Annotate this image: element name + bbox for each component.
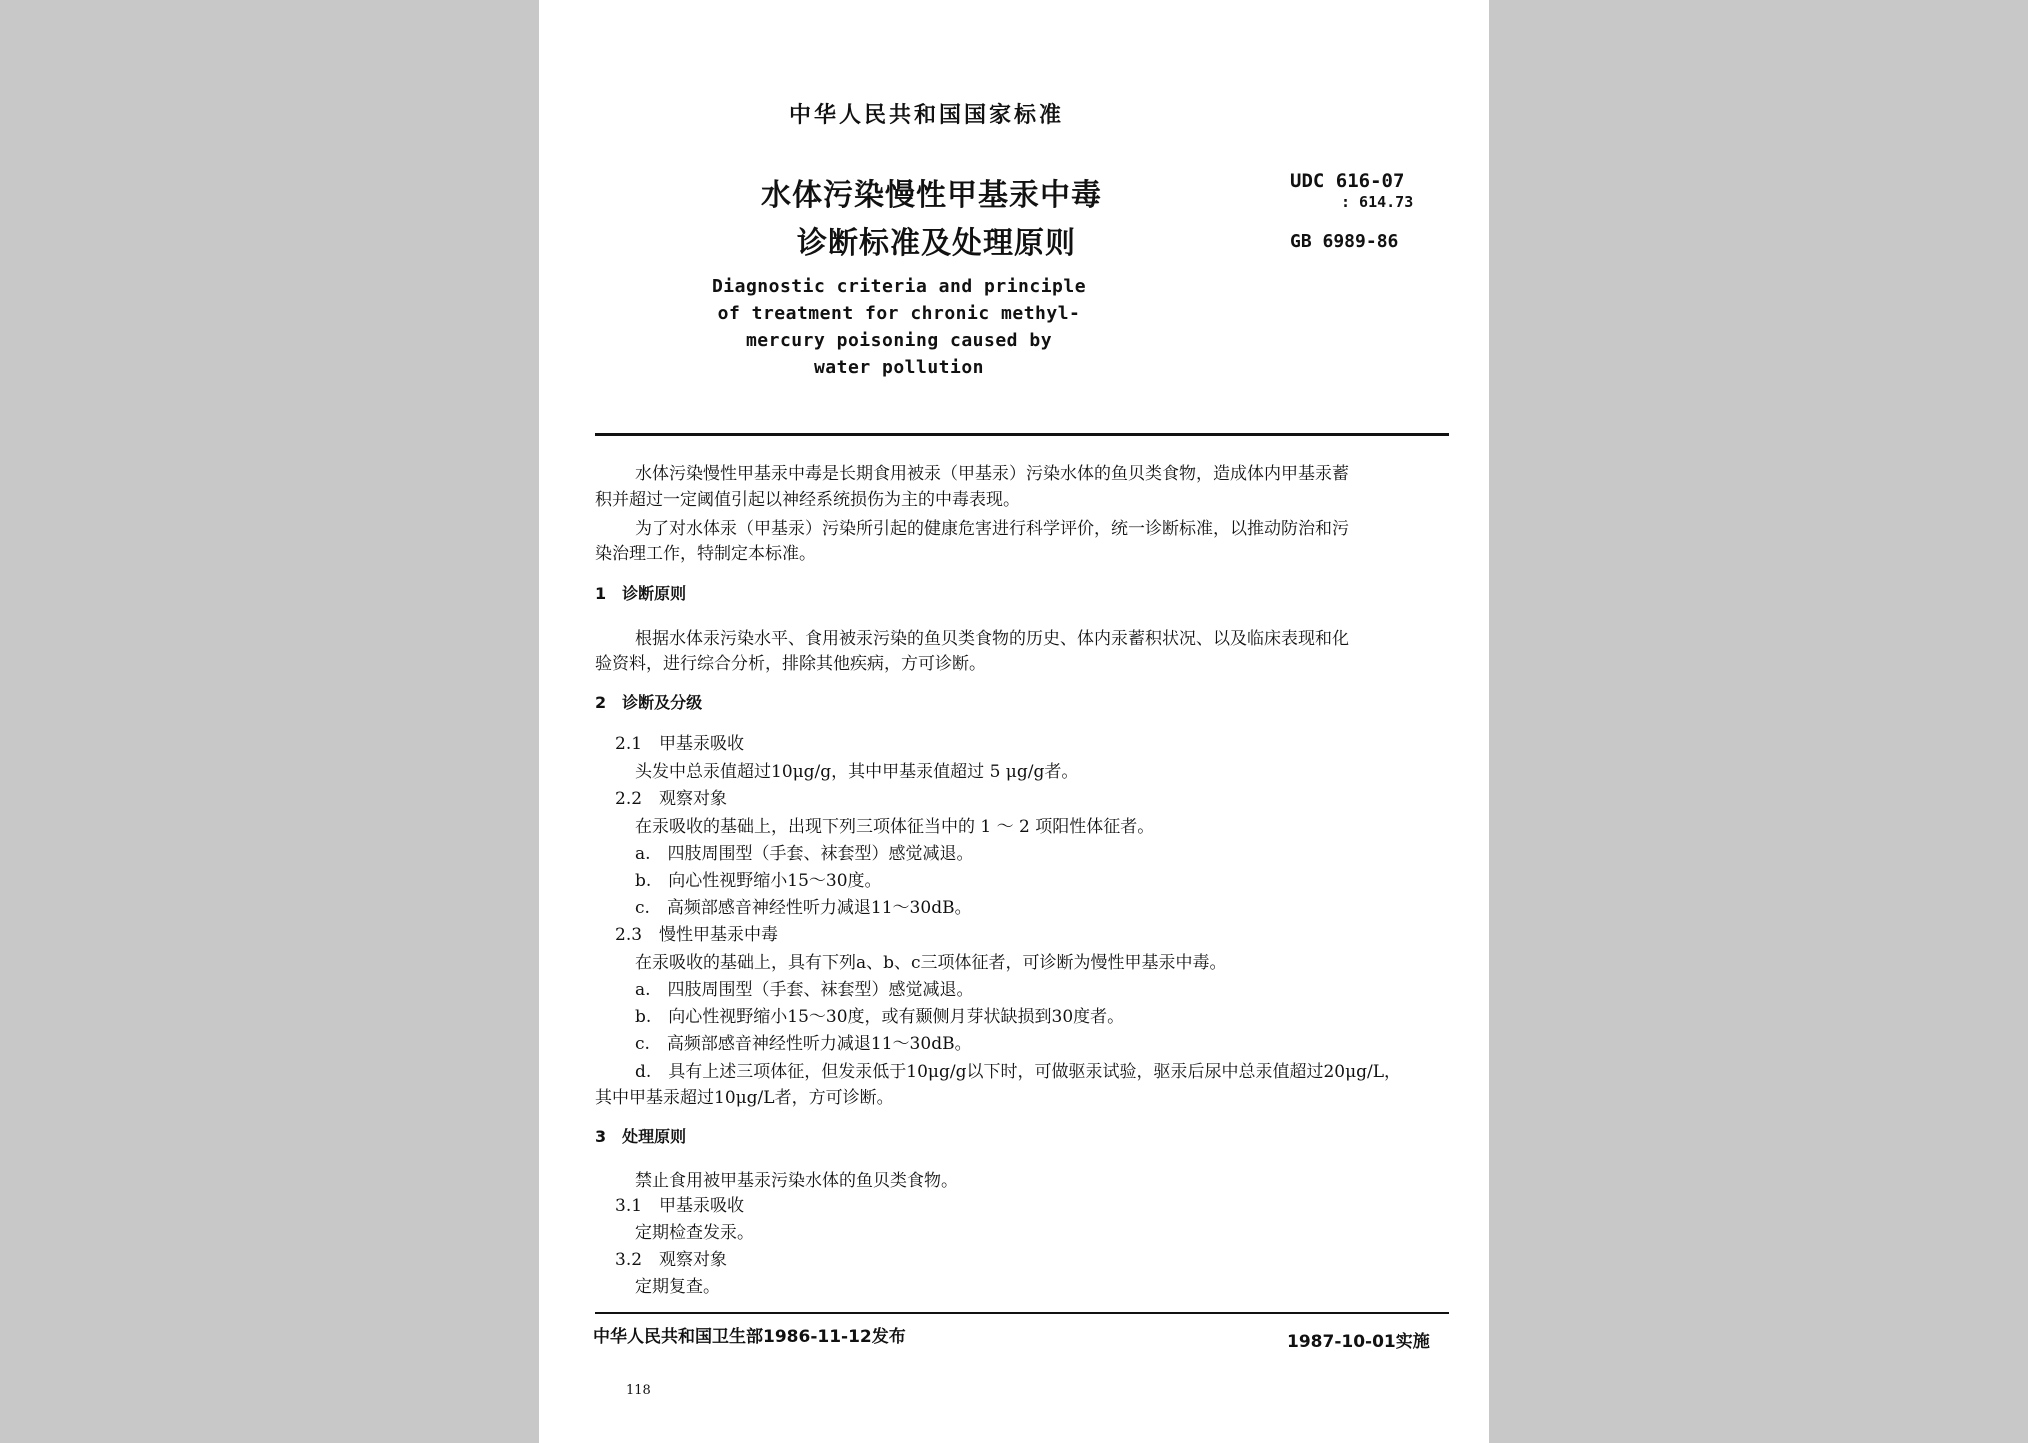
chinese-title-line-1: 水体污染慢性甲基汞中毒 — [761, 178, 1102, 213]
section-2-3-item-c: c. 高频部感音神经性听力减退11～30dB。 — [635, 1034, 972, 1054]
english-title-line-1: Diagnostic criteria and principle — [711, 276, 1087, 297]
intro-paragraph-1-line-1: 水体污染慢性甲基汞中毒是长期食用被汞（甲基汞）污染水体的鱼贝类食物，造成体内甲基汞蓄 — [635, 464, 1349, 484]
section-2-3-item-d: d. 具有上述三项体征，但发汞低于10μg/g以下时，可做驱汞试验，驱汞后尿中总汞值超过20μg/L， — [635, 1062, 1402, 1082]
section-1-line-1: 根据水体汞污染水平、食用被汞污染的鱼贝类食物的历史、体内汞蓄积状况、以及临床表现和化 — [635, 629, 1349, 649]
section-2-2-text: 在汞吸收的基础上，出现下列三项体征当中的 1 ～ 2 项阳性体征者。 — [635, 817, 1155, 837]
section-3-text: 禁止食用被甲基汞污染水体的鱼贝类食物。 — [635, 1171, 958, 1191]
section-2-1-heading: 2.1 甲基汞吸收 — [615, 734, 745, 754]
section-2-2-heading: 2.2 观察对象 — [615, 789, 728, 809]
section-2-3-item-d-continued: 其中甲基汞超过10μg/L者，方可诊断。 — [595, 1088, 894, 1108]
section-2-heading: 2 诊断及分级 — [595, 693, 703, 712]
udc-code: UDC 616-07 — [1290, 170, 1405, 192]
section-2-2-item-a: a. 四肢周围型（手套、袜套型）感觉减退。 — [635, 844, 974, 864]
page-number: 118 — [626, 1383, 651, 1398]
section-2-1-text: 头发中总汞值超过10μg/g，其中甲基汞值超过 5 μg/g者。 — [635, 762, 1079, 782]
section-3-2-heading: 3.2 观察对象 — [615, 1250, 728, 1270]
header-divider — [595, 433, 1449, 436]
section-1-line-2: 验资料，进行综合分析，排除其他疾病，方可诊断。 — [595, 654, 986, 674]
english-title-line-2: of treatment for chronic methyl- — [717, 303, 1081, 324]
intro-paragraph-1-line-2: 积并超过一定阈值引起以神经系统损伤为主的中毒表现。 — [595, 490, 1020, 510]
english-title-line-3: mercury poisoning caused by — [745, 330, 1053, 351]
gb-standard-number: GB 6989-86 — [1290, 231, 1399, 252]
intro-paragraph-2-line-2: 染治理工作，特制定本标准。 — [595, 544, 816, 564]
section-2-3-heading: 2.3 慢性甲基汞中毒 — [615, 925, 779, 945]
section-3-heading: 3 处理原则 — [595, 1127, 687, 1146]
issue-date: 中华人民共和国卫生部1986-11-12发布 — [593, 1327, 906, 1347]
udc-code-continued: : 614.73 — [1341, 193, 1414, 211]
section-2-3-item-a: a. 四肢周围型（手套、袜套型）感觉减退。 — [635, 980, 974, 1000]
document-page — [539, 0, 1489, 1443]
effective-date: 1987-10-01实施 — [1287, 1332, 1430, 1352]
section-3-2-text: 定期复查。 — [635, 1277, 720, 1297]
national-standard-header: 中华人民共和国国家标准 — [789, 103, 1065, 128]
section-1-heading: 1 诊断原则 — [595, 584, 687, 603]
section-2-3-item-b: b. 向心性视野缩小15～30度，或有颞侧月芽状缺损到30度者。 — [635, 1007, 1125, 1027]
section-2-3-text: 在汞吸收的基础上，具有下列a、b、c三项体征者，可诊断为慢性甲基汞中毒。 — [635, 953, 1227, 973]
section-3-1-text: 定期检查发汞。 — [635, 1223, 754, 1243]
intro-paragraph-2-line-1: 为了对水体汞（甲基汞）污染所引起的健康危害进行科学评价，统一诊断标准，以推动防治和污 — [635, 519, 1349, 539]
section-2-2-item-c: c. 高频部感音神经性听力减退11～30dB。 — [635, 898, 972, 918]
english-title-line-4: water pollution — [813, 357, 985, 378]
section-2-2-item-b: b. 向心性视野缩小15～30度。 — [635, 871, 882, 891]
footer-divider — [595, 1312, 1449, 1314]
chinese-title-line-2: 诊断标准及处理原则 — [797, 226, 1076, 261]
section-3-1-heading: 3.1 甲基汞吸收 — [615, 1196, 745, 1216]
